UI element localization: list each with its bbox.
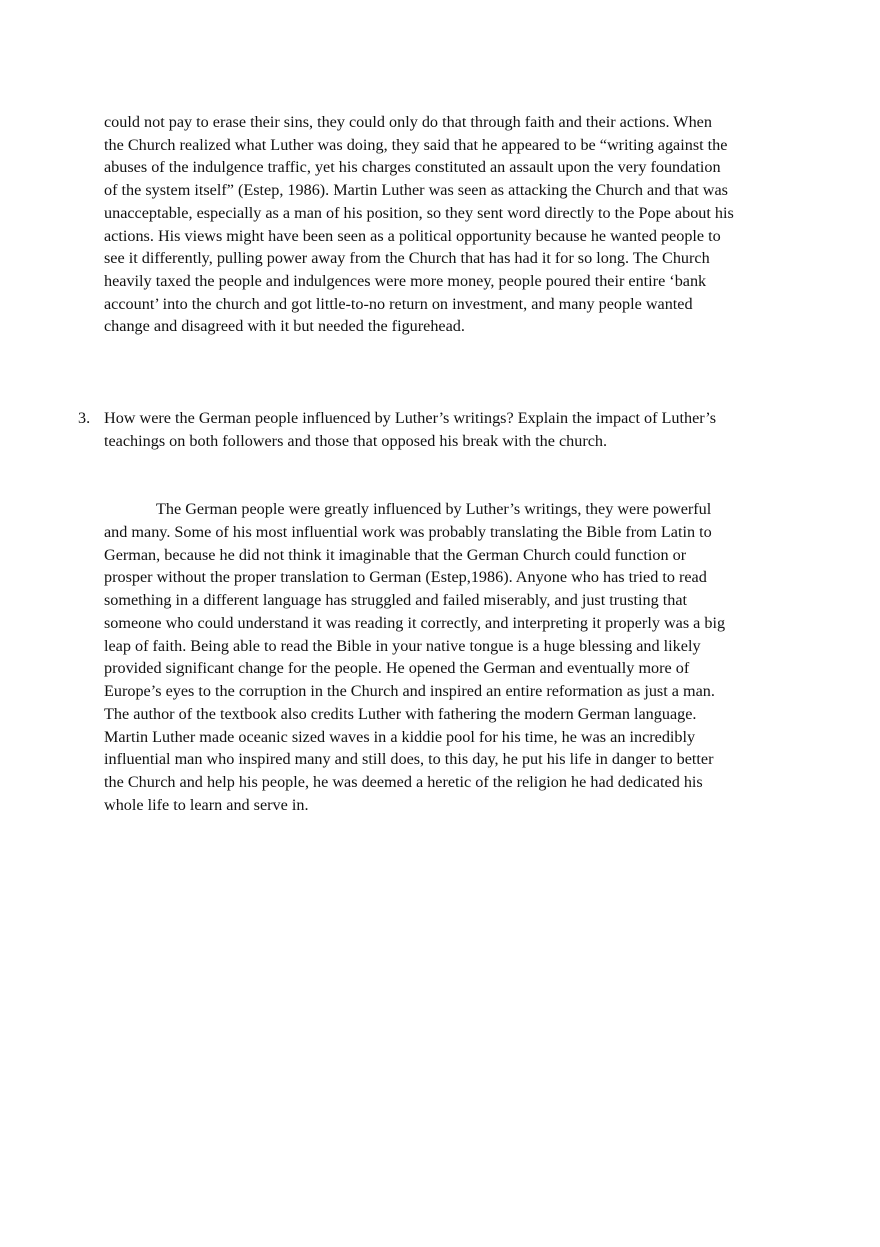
paragraph-line: provided significant change for the people. He opened the German and eventually more of bbox=[104, 659, 690, 677]
paragraph-line: the Church and help his people, he was deemed a heretic of the religion he had dedicated his bbox=[104, 773, 703, 791]
paragraph-line: whole life to learn and serve in. bbox=[104, 796, 309, 814]
paragraph-line: of the system itself” (Estep, 1986). Martin Luther was seen as attacking the Church and that was bbox=[104, 181, 728, 199]
paragraph-line: change and disagreed with it but needed the figurehead. bbox=[104, 317, 465, 335]
paragraph-line: the Church realized what Luther was doing, they said that he appeared to be “writing against the bbox=[104, 136, 728, 154]
paragraph-line: Martin Luther made oceanic sized waves in a kiddie pool for his time, he was an incredibly bbox=[104, 728, 696, 746]
paragraph-line: someone who could understand it was reading it correctly, and interpreting it properly was a big bbox=[104, 614, 726, 632]
question-line: How were the German people influenced by Luther’s writings? Explain the impact of Luther’s bbox=[104, 409, 717, 427]
paragraph-line: Europe’s eyes to the corruption in the Church and inspired an entire reformation as just a man. bbox=[104, 682, 715, 700]
question-line: teachings on both followers and those that opposed his break with the church. bbox=[104, 432, 608, 450]
paragraph-line: heavily taxed the people and indulgences were more money, people poured their entire ‘bank bbox=[104, 272, 707, 290]
paragraph-line: actions. His views might have been seen as a political opportunity because he wanted people to bbox=[104, 227, 721, 245]
paragraph-line: German, because he did not think it imaginable that the German Church could function or bbox=[104, 546, 687, 564]
paragraph-line: The German people were greatly influenced by Luther’s writings, they were powerful bbox=[156, 500, 712, 518]
paragraph-line: something in a different language has struggled and failed miserably, and just trusting that bbox=[104, 591, 688, 609]
paragraph-line: unacceptable, especially as a man of his position, so they sent word directly to the Pope about his bbox=[104, 204, 734, 222]
paragraph-line: leap of faith. Being able to read the Bible in your native tongue is a huge blessing and likely bbox=[104, 637, 701, 655]
paragraph-line: see it differently, pulling power away from the Church that has had it for so long. The Church bbox=[104, 249, 710, 267]
paragraph-line: could not pay to erase their sins, they could only do that through faith and their actions. When bbox=[104, 113, 712, 131]
paragraph-line: influential man who inspired many and still does, to this day, he put his life in danger to better bbox=[104, 750, 714, 768]
paragraph-line: and many. Some of his most influential work was probably translating the Bible from Latin to bbox=[104, 523, 712, 541]
paragraph-line: prosper without the proper translation to German (Estep,1986). Anyone who has tried to read bbox=[104, 568, 707, 586]
paragraph-line: abuses of the indulgence traffic, yet his charges constituted an assault upon the very foundation bbox=[104, 158, 721, 176]
paragraph-line: The author of the textbook also credits Luther with fathering the modern German language. bbox=[104, 705, 697, 723]
question-number: 3. bbox=[78, 409, 91, 427]
paragraph-line: account’ into the church and got little-to-no return on investment, and many people wanted bbox=[104, 295, 693, 313]
